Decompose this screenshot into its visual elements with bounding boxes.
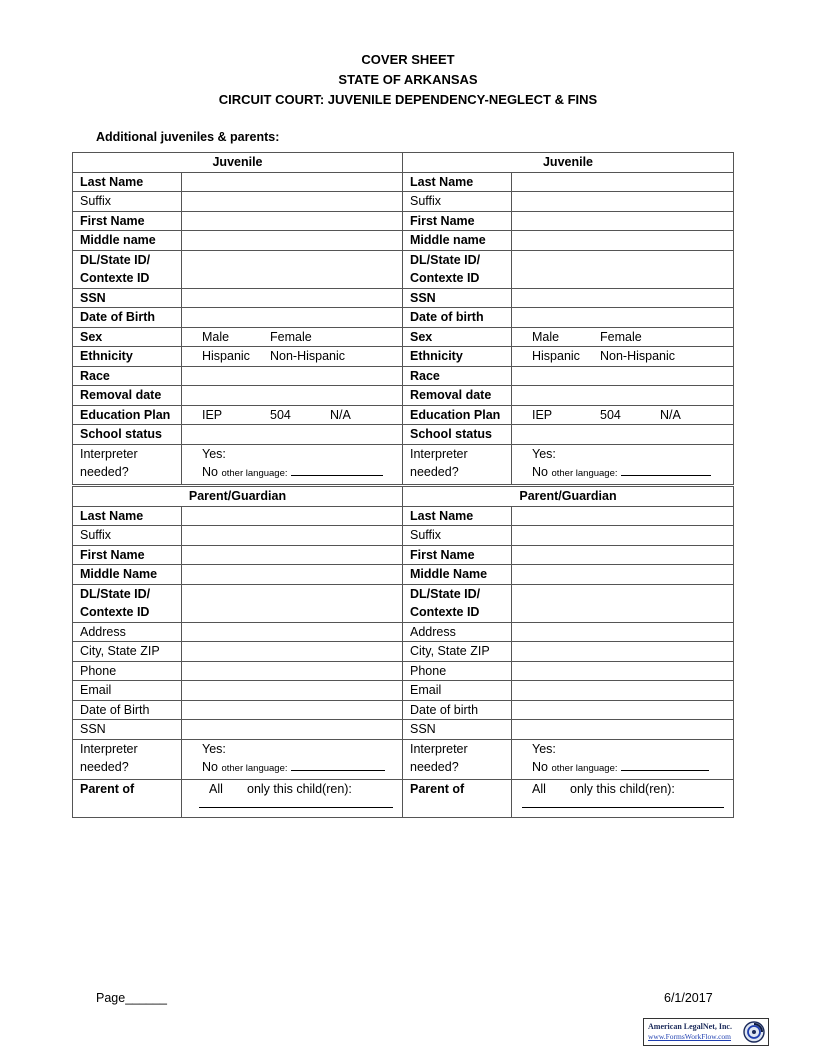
parent-1-dl-field[interactable] <box>182 584 403 622</box>
logo-url: www.FormsWorkFlow.com <box>648 1032 732 1041</box>
parent-table <box>72 486 734 818</box>
juvenile-2-dob-field[interactable] <box>512 308 734 328</box>
label-suffix: Suffix <box>403 526 512 546</box>
juvenile-2-suffix-field[interactable] <box>512 192 734 212</box>
option-no[interactable]: No <box>532 760 548 774</box>
label-interpreter-line2: needed? <box>80 760 129 774</box>
other-language-label: other language: <box>221 468 288 479</box>
juvenile-1-sex-options <box>182 327 403 347</box>
juvenile-2-education-options <box>512 405 734 425</box>
label-first-name: First Name <box>73 211 182 231</box>
juvenile-2-last-name-field[interactable] <box>512 172 734 192</box>
other-language-line[interactable] <box>291 465 383 476</box>
option-na[interactable]: N/A <box>330 407 351 422</box>
parent-1-email-field[interactable] <box>182 681 403 701</box>
label-dl-line1: DL/State ID/ <box>410 586 481 601</box>
label-interpreter-line2: needed? <box>410 465 459 479</box>
parent-2-phone-field[interactable] <box>512 661 734 681</box>
option-male[interactable]: Male <box>532 329 560 344</box>
label-education-plan: Education Plan <box>403 405 512 425</box>
label-school-status: School status <box>403 425 512 445</box>
juvenile-2-first-name-field[interactable] <box>512 211 734 231</box>
title-cover-sheet: COVER SHEET <box>361 52 455 67</box>
juvenile-1-ethnicity-options <box>182 347 403 367</box>
label-ssn: SSN <box>73 288 182 308</box>
logo-globe-icon <box>743 1021 765 1043</box>
label-parent-of: Parent of <box>403 779 512 817</box>
juvenile-1-first-name-field[interactable] <box>182 211 403 231</box>
juvenile-2-middle-name-field[interactable] <box>512 231 734 251</box>
option-only-this-child[interactable]: only this child(ren): <box>570 781 675 796</box>
juvenile-1-middle-name-field[interactable] <box>182 231 403 251</box>
option-no[interactable]: No <box>202 465 218 479</box>
juvenile-2-removal-date-field[interactable] <box>512 386 734 406</box>
option-yes[interactable]: Yes: <box>202 446 226 461</box>
juvenile-table <box>72 152 734 485</box>
label-date-of-birth: Date of birth <box>403 700 512 720</box>
juvenile-2-interpreter-options <box>512 444 734 484</box>
option-no[interactable]: No <box>532 465 548 479</box>
label-dl-line2: Contexte ID <box>410 271 480 285</box>
parent-header-left: Parent/Guardian <box>73 487 403 507</box>
label-date-of-birth: Date of Birth <box>73 308 182 328</box>
label-email: Email <box>403 681 512 701</box>
label-city-state-zip: City, State ZIP <box>73 642 182 662</box>
label-race: Race <box>73 366 182 386</box>
label-education-plan: Education Plan <box>73 405 182 425</box>
other-language-label: other language: <box>551 763 618 774</box>
label-middle-name: Middle name <box>403 231 512 251</box>
option-non-hispanic[interactable]: Non-Hispanic <box>600 349 676 363</box>
parent-2-last-name-field[interactable] <box>512 506 734 526</box>
parent-2-suffix-field[interactable] <box>512 526 734 546</box>
juvenile-1-education-options <box>182 405 403 425</box>
label-interpreter <box>73 739 182 779</box>
juvenile-2-sex-options <box>512 327 734 347</box>
option-yes[interactable]: Yes: <box>532 446 556 461</box>
parent-2-ssn-field[interactable] <box>512 720 734 740</box>
label-dl-state-id <box>403 584 512 622</box>
label-middle-name: Middle Name <box>73 565 182 585</box>
parent-1-last-name-field[interactable] <box>182 506 403 526</box>
parent-1-phone-field[interactable] <box>182 661 403 681</box>
title-state: STATE OF ARKANSAS <box>338 72 478 87</box>
parent-1-first-name-field[interactable] <box>182 545 403 565</box>
label-last-name: Last Name <box>73 506 182 526</box>
label-dl-line2: Contexte ID <box>80 605 150 619</box>
label-ethnicity: Ethnicity <box>73 347 182 367</box>
juvenile-1-last-name-field[interactable] <box>182 172 403 192</box>
label-parent-of: Parent of <box>73 779 182 817</box>
option-hispanic[interactable]: Hispanic <box>202 349 250 363</box>
label-interpreter-line2: needed? <box>410 760 459 774</box>
parent-header-right: Parent/Guardian <box>403 487 734 507</box>
label-phone: Phone <box>403 661 512 681</box>
option-male[interactable]: Male <box>202 329 230 344</box>
label-city-state-zip: City, State ZIP <box>403 642 512 662</box>
label-dl-line2: Contexte ID <box>80 271 150 285</box>
label-dl-line2: Contexte ID <box>410 605 480 619</box>
option-na[interactable]: N/A <box>660 407 681 422</box>
juvenile-2-ethnicity-options <box>512 347 734 367</box>
label-dl-state-id <box>73 250 182 288</box>
label-interpreter-line1: Interpreter <box>80 446 138 461</box>
label-dl-state-id <box>403 250 512 288</box>
juvenile-2-dl-field[interactable] <box>512 250 734 288</box>
label-date-of-birth: Date of birth <box>403 308 512 328</box>
juvenile-1-suffix-field[interactable] <box>182 192 403 212</box>
label-first-name: First Name <box>403 545 512 565</box>
label-dl-line1: DL/State ID/ <box>80 586 151 601</box>
parent-2-dl-field[interactable] <box>512 584 734 622</box>
label-interpreter-line1: Interpreter <box>80 741 138 756</box>
label-last-name: Last Name <box>403 506 512 526</box>
parent-1-middle-name-field[interactable] <box>182 565 403 585</box>
label-race: Race <box>403 366 512 386</box>
parent-1-ssn-field[interactable] <box>182 720 403 740</box>
juvenile-1-dl-field[interactable] <box>182 250 403 288</box>
label-phone: Phone <box>73 661 182 681</box>
label-last-name: Last Name <box>73 172 182 192</box>
parent-2-first-name-field[interactable] <box>512 545 734 565</box>
other-language-line[interactable] <box>291 760 385 771</box>
label-interpreter <box>403 739 512 779</box>
option-non-hispanic[interactable]: Non-Hispanic <box>270 349 346 363</box>
label-ssn: SSN <box>403 720 512 740</box>
parent-2-dob-field[interactable] <box>512 700 734 720</box>
label-ssn: SSN <box>403 288 512 308</box>
juvenile-1-race-field[interactable] <box>182 366 403 386</box>
parent-2-interpreter-options <box>512 739 734 779</box>
american-legalnet-logo <box>643 1018 769 1046</box>
form-date: 6/1/2017 <box>664 991 713 1005</box>
parent-2-address-field[interactable] <box>512 622 734 642</box>
label-interpreter <box>73 444 182 484</box>
logo-company-name: American LegalNet, Inc. <box>648 1022 732 1031</box>
option-only-this-child[interactable]: only this child(ren): <box>247 781 352 796</box>
juvenile-1-removal-date-field[interactable] <box>182 386 403 406</box>
label-ethnicity: Ethnicity <box>403 347 512 367</box>
label-dl-state-id <box>73 584 182 622</box>
other-language-label: other language: <box>551 468 618 479</box>
parent-2-parent-of-options <box>512 779 734 817</box>
juvenile-2-race-field[interactable] <box>512 366 734 386</box>
juvenile-1-school-status-field[interactable] <box>182 425 403 445</box>
label-suffix: Suffix <box>403 192 512 212</box>
label-last-name: Last Name <box>403 172 512 192</box>
label-dl-line1: DL/State ID/ <box>410 252 481 267</box>
option-504[interactable]: 504 <box>600 407 621 422</box>
label-interpreter-line2: needed? <box>80 465 129 479</box>
other-language-label: other language: <box>221 763 288 774</box>
label-removal-date: Removal date <box>403 386 512 406</box>
label-dl-line1: DL/State ID/ <box>80 252 151 267</box>
parent-1-city-field[interactable] <box>182 642 403 662</box>
juvenile-header-left: Juvenile <box>73 153 403 173</box>
label-address: Address <box>73 622 182 642</box>
option-yes[interactable]: Yes: <box>202 741 226 756</box>
parent-2-city-field[interactable] <box>512 642 734 662</box>
label-first-name: First Name <box>403 211 512 231</box>
parent-2-email-field[interactable] <box>512 681 734 701</box>
parent-1-interpreter-options <box>182 739 403 779</box>
label-interpreter-line1: Interpreter <box>410 741 468 756</box>
label-suffix: Suffix <box>73 192 182 212</box>
parent-1-parent-of-options <box>182 779 403 817</box>
juvenile-1-dob-field[interactable] <box>182 308 403 328</box>
option-hispanic[interactable]: Hispanic <box>532 349 580 363</box>
label-first-name: First Name <box>73 545 182 565</box>
juvenile-1-interpreter-options <box>182 444 403 484</box>
parent-1-dob-field[interactable] <box>182 700 403 720</box>
label-school-status: School status <box>73 425 182 445</box>
option-504[interactable]: 504 <box>270 407 291 422</box>
option-all[interactable]: All <box>532 781 546 796</box>
label-sex: Sex <box>73 327 182 347</box>
option-female[interactable]: Female <box>270 329 312 344</box>
parent-1-address-field[interactable] <box>182 622 403 642</box>
page-number-field: Page______ <box>96 991 167 1005</box>
option-all[interactable]: All <box>209 781 223 796</box>
option-iep[interactable]: IEP <box>202 407 223 422</box>
label-removal-date: Removal date <box>73 386 182 406</box>
option-female[interactable]: Female <box>600 329 642 344</box>
label-email: Email <box>73 681 182 701</box>
juvenile-1-ssn-field[interactable] <box>182 288 403 308</box>
label-address: Address <box>403 622 512 642</box>
parent-2-middle-name-field[interactable] <box>512 565 734 585</box>
title-court: CIRCUIT COURT: JUVENILE DEPENDENCY-NEGLECT & FINS <box>218 92 598 107</box>
juvenile-2-ssn-field[interactable] <box>512 288 734 308</box>
label-interpreter <box>403 444 512 484</box>
other-language-line[interactable] <box>621 760 709 771</box>
label-sex: Sex <box>403 327 512 347</box>
option-no[interactable]: No <box>202 760 218 774</box>
additional-label: Additional juveniles & parents: <box>96 130 280 144</box>
child-names-line[interactable] <box>522 798 724 808</box>
parent-1-suffix-field[interactable] <box>182 526 403 546</box>
option-yes[interactable]: Yes: <box>532 741 556 756</box>
label-middle-name: Middle Name <box>403 565 512 585</box>
label-middle-name: Middle name <box>73 231 182 251</box>
child-names-line[interactable] <box>199 798 393 808</box>
juvenile-header-right: Juvenile <box>403 153 734 173</box>
label-suffix: Suffix <box>73 526 182 546</box>
other-language-line[interactable] <box>621 465 711 476</box>
label-interpreter-line1: Interpreter <box>410 446 468 461</box>
option-iep[interactable]: IEP <box>532 407 553 422</box>
label-ssn: SSN <box>73 720 182 740</box>
juvenile-2-school-status-field[interactable] <box>512 425 734 445</box>
label-date-of-birth: Date of Birth <box>73 700 182 720</box>
